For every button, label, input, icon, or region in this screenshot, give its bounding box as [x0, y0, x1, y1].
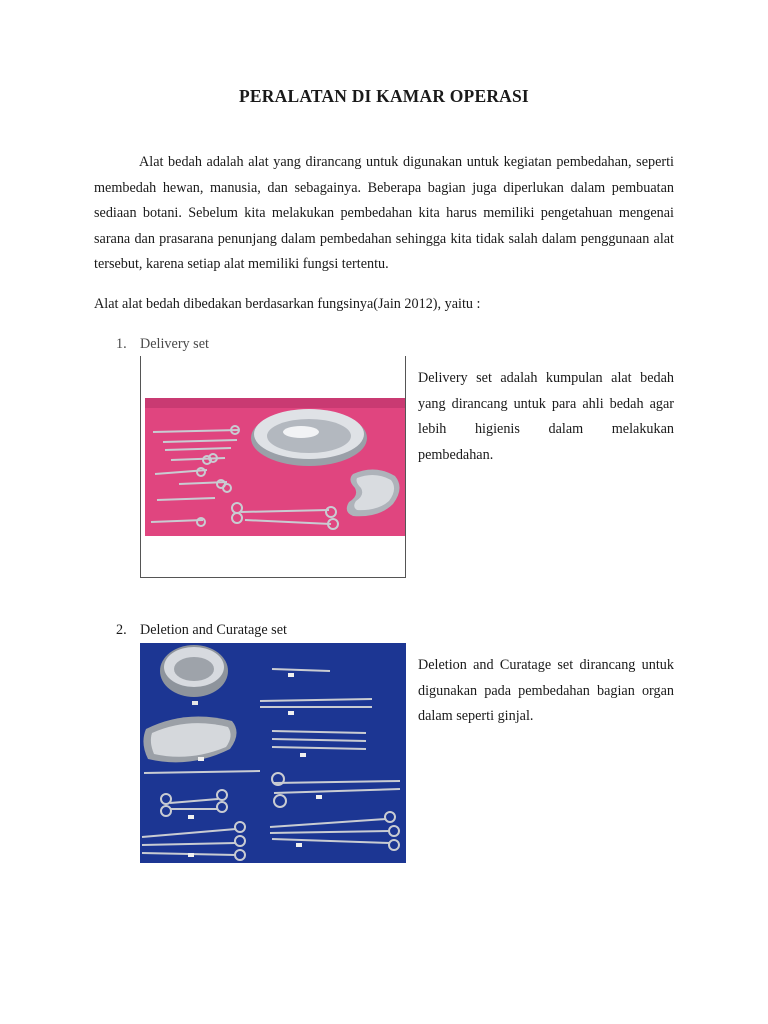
item-description-delivery-set: Delivery set adalah kumpulan alat bedah yang dirancang untuk para ahli bedah agar lebih higienis dalam melakukan pembedahan. [418, 370, 674, 463]
item-heading-text: Deletion and Curatage set [140, 622, 287, 638]
item-number: 2. [116, 622, 127, 638]
item-heading-delivery-set [116, 336, 209, 353]
deletion-curatage-set-photo [140, 643, 406, 863]
intro-paragraph [94, 150, 674, 278]
intro-text: Alat bedah adalah alat yang dirancang untuk digunakan untuk kegiatan pembedahan, seperti membedah hewan, manusia, dan sebagainya. Beberapa bagian juga diperlukan dalam pembuatan sediaan botani. Sebelum kita melakukan pembedahan kita harus memiliki pengetahuan mengenai sarana dan prasarana penunjang dalam pembedahan sehingga kita tidak salah dalam penggunaan alat tersebut, karena setiap alat memiliki fungsi tertentu. [94, 154, 674, 272]
item-heading-text: Delivery set [140, 336, 209, 352]
delivery-set-photo [140, 356, 406, 578]
item-number: 1. [116, 336, 127, 352]
item-heading-deletion-curatage-set [116, 622, 287, 639]
page-title: PERALATAN DI KAMAR OPERASI [239, 86, 529, 106]
lead-paragraph: Alat alat bedah dibedakan berdasarkan fungsinya(Jain 2012), yaitu : [94, 296, 481, 312]
item-description-deletion-curatage-set: Deletion and Curatage set dirancang untuk digunakan pada pembedahan bagian organ dalam seperti ginjal. [418, 657, 674, 724]
